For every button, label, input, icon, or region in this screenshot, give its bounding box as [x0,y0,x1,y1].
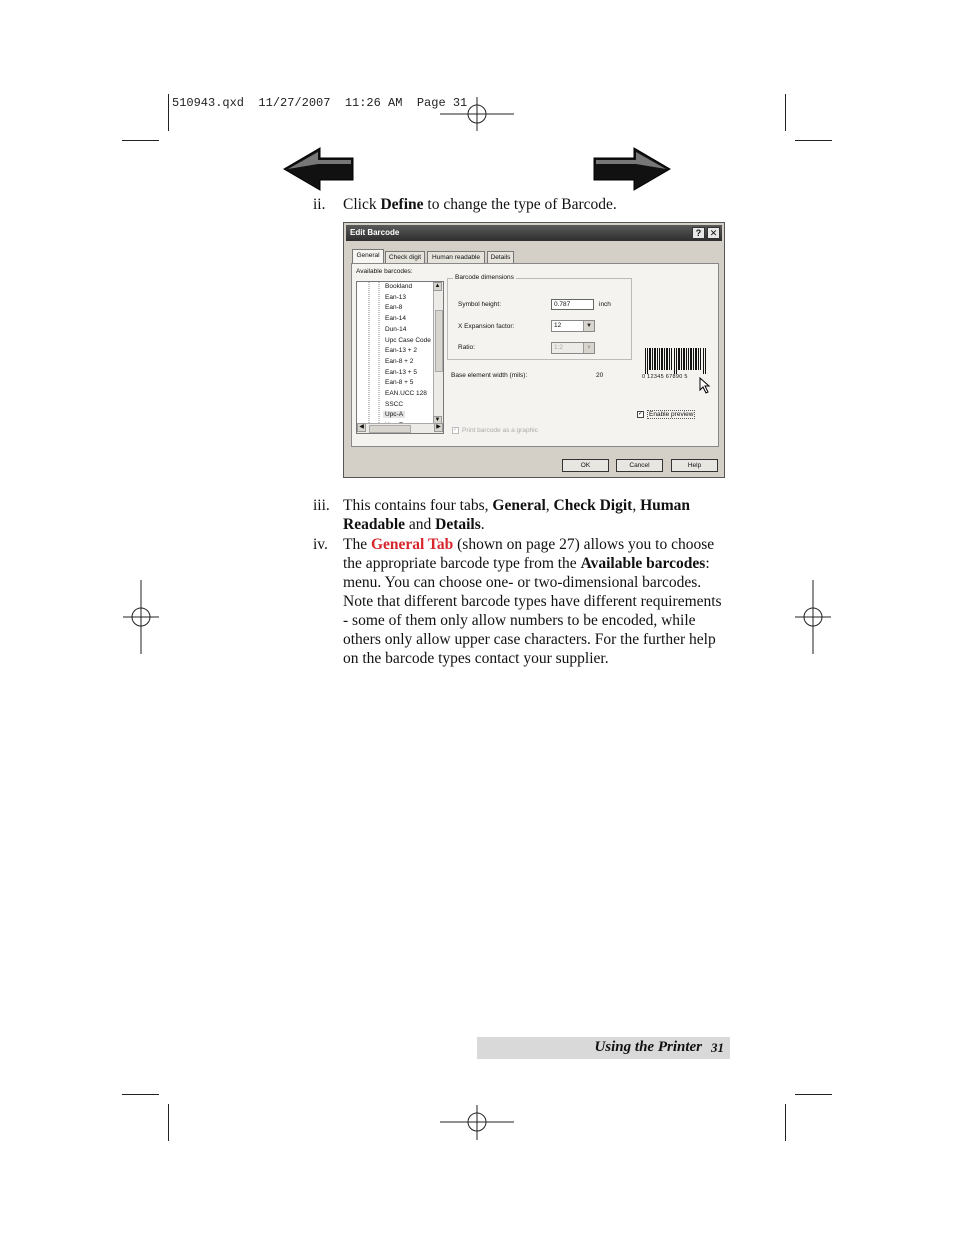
scroll-right-icon[interactable]: ▶ [434,423,443,432]
base-width-label: Base element width (mils): [451,372,528,379]
horizontal-scrollbar[interactable] [357,423,443,433]
list-item[interactable]: EAN.UCC 128 [385,390,427,397]
enable-preview-checkbox[interactable]: ✓ [638,411,644,417]
help-button[interactable]: Help [671,459,718,472]
list-item[interactable]: Ean-13 + 5 [385,368,417,376]
tab-general[interactable]: General [352,249,384,263]
list-item-selected[interactable]: Upc-A [385,411,404,419]
print-slug: 510943.qxd 11/27/2007 11:26 AM Page 31 [172,96,468,110]
x-factor-value: 12 [554,322,562,329]
item-number: iv. [313,536,328,553]
vertical-scrollbar[interactable] [433,282,443,425]
item-iii-text: This contains four tabs, General, Check Digit, Human Readable and Details. [343,497,691,533]
ok-button[interactable]: OK [562,459,609,472]
footer-title: Using the Printer [594,1039,702,1055]
list-item[interactable]: Upc Case Code [385,336,431,344]
tab-check-digit[interactable]: Check digit [385,251,425,263]
group-label: Barcode dimensions [455,274,514,281]
list-item[interactable]: Ean-14 [385,315,406,323]
list-item[interactable]: Bookland [385,283,413,290]
edit-barcode-dialog [343,222,725,478]
help-icon[interactable]: ? [692,227,705,239]
x-factor-label: X Expansion factor: [458,323,515,330]
tab-human-readable[interactable]: Human readable [427,251,485,263]
base-width-value: 20 [596,372,604,379]
general-panel [351,263,719,447]
dialog-title: Edit Barcode [350,228,400,237]
ratio-label: Ratio: [458,344,475,351]
mouse-cursor-icon [699,377,711,394]
list-item[interactable]: Ean-13 [385,293,406,301]
dialog-titlebar [346,225,722,241]
symbol-height-input[interactable]: 0.787 [551,299,594,310]
print-graphic-checkbox[interactable]: ✓ [453,427,459,433]
list-item[interactable]: Ean-13 + 2 [385,347,417,355]
back-arrow-icon[interactable] [282,146,356,192]
forward-arrow-icon[interactable] [592,146,672,192]
list-item[interactable]: SSCC [385,400,404,408]
scroll-left-icon[interactable]: ◀ [357,423,366,432]
tab-details[interactable]: Details [487,251,514,263]
chevron-down-icon[interactable]: ▼ [583,321,594,331]
scroll-thumb[interactable] [435,310,443,372]
general-tab-link: General Tab [370,536,454,553]
barcode-digits: 0 12345 67890 5 [642,374,688,380]
ratio-value: 1:2 [554,344,564,351]
page-footer [477,1037,730,1059]
page-number: 31 [711,1040,724,1055]
print-graphic-label: Print barcode as a graphic [462,427,538,434]
available-barcodes-label: Available barcodes: [356,268,413,275]
scroll-thumb[interactable] [369,425,411,433]
list-item[interactable]: Dun-14 [385,325,407,333]
barcode-list[interactable] [356,281,444,434]
chevron-down-icon[interactable]: ▼ [583,343,594,353]
cancel-button[interactable]: Cancel [616,459,663,472]
list-item[interactable]: Ean-8 + 5 [385,379,414,387]
symbol-height-label: Symbol height: [458,301,501,308]
symbol-height-unit: inch [599,301,611,308]
close-icon[interactable]: ✕ [707,227,720,239]
x-factor-select[interactable] [551,320,595,332]
enable-preview-label: Enable preview [649,411,694,418]
barcode-dimensions-group [447,274,632,360]
item-number: iii. [313,497,330,514]
item-iv-text: The General Tab (shown on page 27) allows you to choose the appropriate barcode type from the Available barcodes: menu. You can choose one- or two-dimensional barcodes. Note that different barcode types have different requirements - some of them only allow numbers to be encoded, while others only allow upper case characters. For the further help on the barcode types contact your supplier. [343,536,722,667]
item-ii-text: Click Define to change the type of Barcode. [343,196,617,213]
list-item[interactable]: Ean-8 + 2 [385,357,414,365]
ratio-select[interactable] [551,342,595,354]
scroll-up-icon[interactable]: ▲ [434,283,441,289]
list-item[interactable]: Ean-8 [385,304,403,312]
item-number: ii. [313,196,326,213]
scroll-down-icon[interactable]: ▼ [434,417,441,423]
